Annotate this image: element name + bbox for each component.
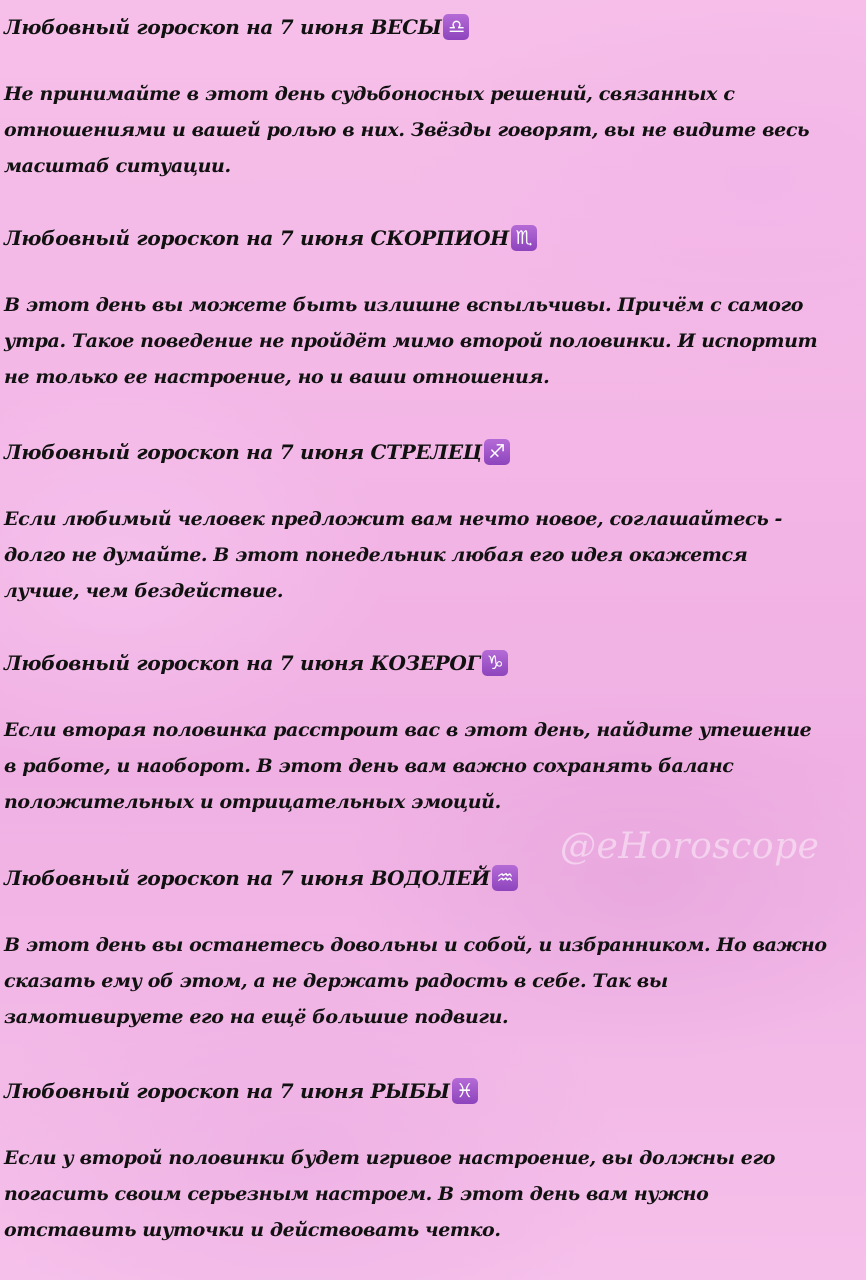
body-line: лучше, чем бездействие. <box>4 580 284 602</box>
section-body <box>4 927 862 1035</box>
section-heading <box>4 223 862 253</box>
section-heading <box>4 1076 862 1106</box>
body-line: сказать ему об этом, а не держать радость в себе. Так вы <box>4 970 668 992</box>
body-line: утра. Такое поведение не пройдёт мимо второй половинки. И испортит <box>4 330 818 352</box>
libra-icon: ♎ <box>443 14 469 40</box>
body-line: отношениями и вашей ролью в них. Звёзды говорят, вы не видите весь <box>4 119 810 141</box>
section-aquarius <box>4 863 862 1035</box>
section-body <box>4 76 862 184</box>
section-body <box>4 501 862 609</box>
heading-text: Любовный гороскоп на 7 июня СТРЕЛЕЦ <box>4 440 482 464</box>
body-line: Если любимый человек предложит вам нечто новое, соглашайтесь - <box>4 508 783 530</box>
section-heading <box>4 12 862 42</box>
body-line: Если у второй половинки будет игривое настроение, вы должны его <box>4 1147 776 1169</box>
body-line: погасить своим серьезным настроем. В этот день вам нужно <box>4 1183 709 1205</box>
section-sagittarius <box>4 437 862 609</box>
body-line: замотивируете его на ещё большие подвиги. <box>4 1006 509 1028</box>
body-line: масштаб ситуации. <box>4 155 231 177</box>
section-capricorn <box>4 648 862 820</box>
body-line: положительных и отрицательных эмоций. <box>4 791 501 813</box>
section-libra <box>4 12 862 184</box>
capricorn-icon: ♑ <box>482 650 508 676</box>
body-line: В этот день вы останетесь довольны и собой, и избранником. Но важно <box>4 934 827 956</box>
heading-text: Любовный гороскоп на 7 июня СКОРПИОН <box>4 226 509 250</box>
heading-text: Любовный гороскоп на 7 июня РЫБЫ <box>4 1079 450 1103</box>
section-heading <box>4 437 862 467</box>
body-line: отставить шуточки и действовать четко. <box>4 1219 501 1241</box>
section-heading <box>4 863 862 893</box>
body-line: не только ее настроение, но и ваши отношения. <box>4 366 550 388</box>
heading-text: Любовный гороскоп на 7 июня ВОДОЛЕЙ <box>4 866 490 890</box>
section-body <box>4 712 862 820</box>
sagittarius-icon: ♐ <box>484 439 510 465</box>
body-line: В этот день вы можете быть излишне вспыльчивы. Причём с самого <box>4 294 804 316</box>
body-line: долго не думайте. В этот понедельник любая его идея окажется <box>4 544 748 566</box>
scorpio-icon: ♏ <box>511 225 537 251</box>
body-line: в работе, и наоборот. В этот день вам важно сохранять баланс <box>4 755 734 777</box>
section-heading <box>4 648 862 678</box>
body-line: Не принимайте в этот день судьбоносных решений, связанных с <box>4 83 735 105</box>
section-body <box>4 1140 862 1248</box>
pisces-icon: ♓ <box>452 1078 478 1104</box>
section-pisces <box>4 1076 862 1248</box>
body-line: Если вторая половинка расстроит вас в этот день, найдите утешение <box>4 719 812 741</box>
heading-text: Любовный гороскоп на 7 июня ВЕСЫ <box>4 15 442 39</box>
section-scorpio <box>4 223 862 395</box>
section-body <box>4 287 862 395</box>
aquarius-icon: ♒ <box>492 865 518 891</box>
heading-text: Любовный гороскоп на 7 июня КОЗЕРОГ <box>4 651 481 675</box>
watermark: @eHoroscope <box>560 826 820 867</box>
